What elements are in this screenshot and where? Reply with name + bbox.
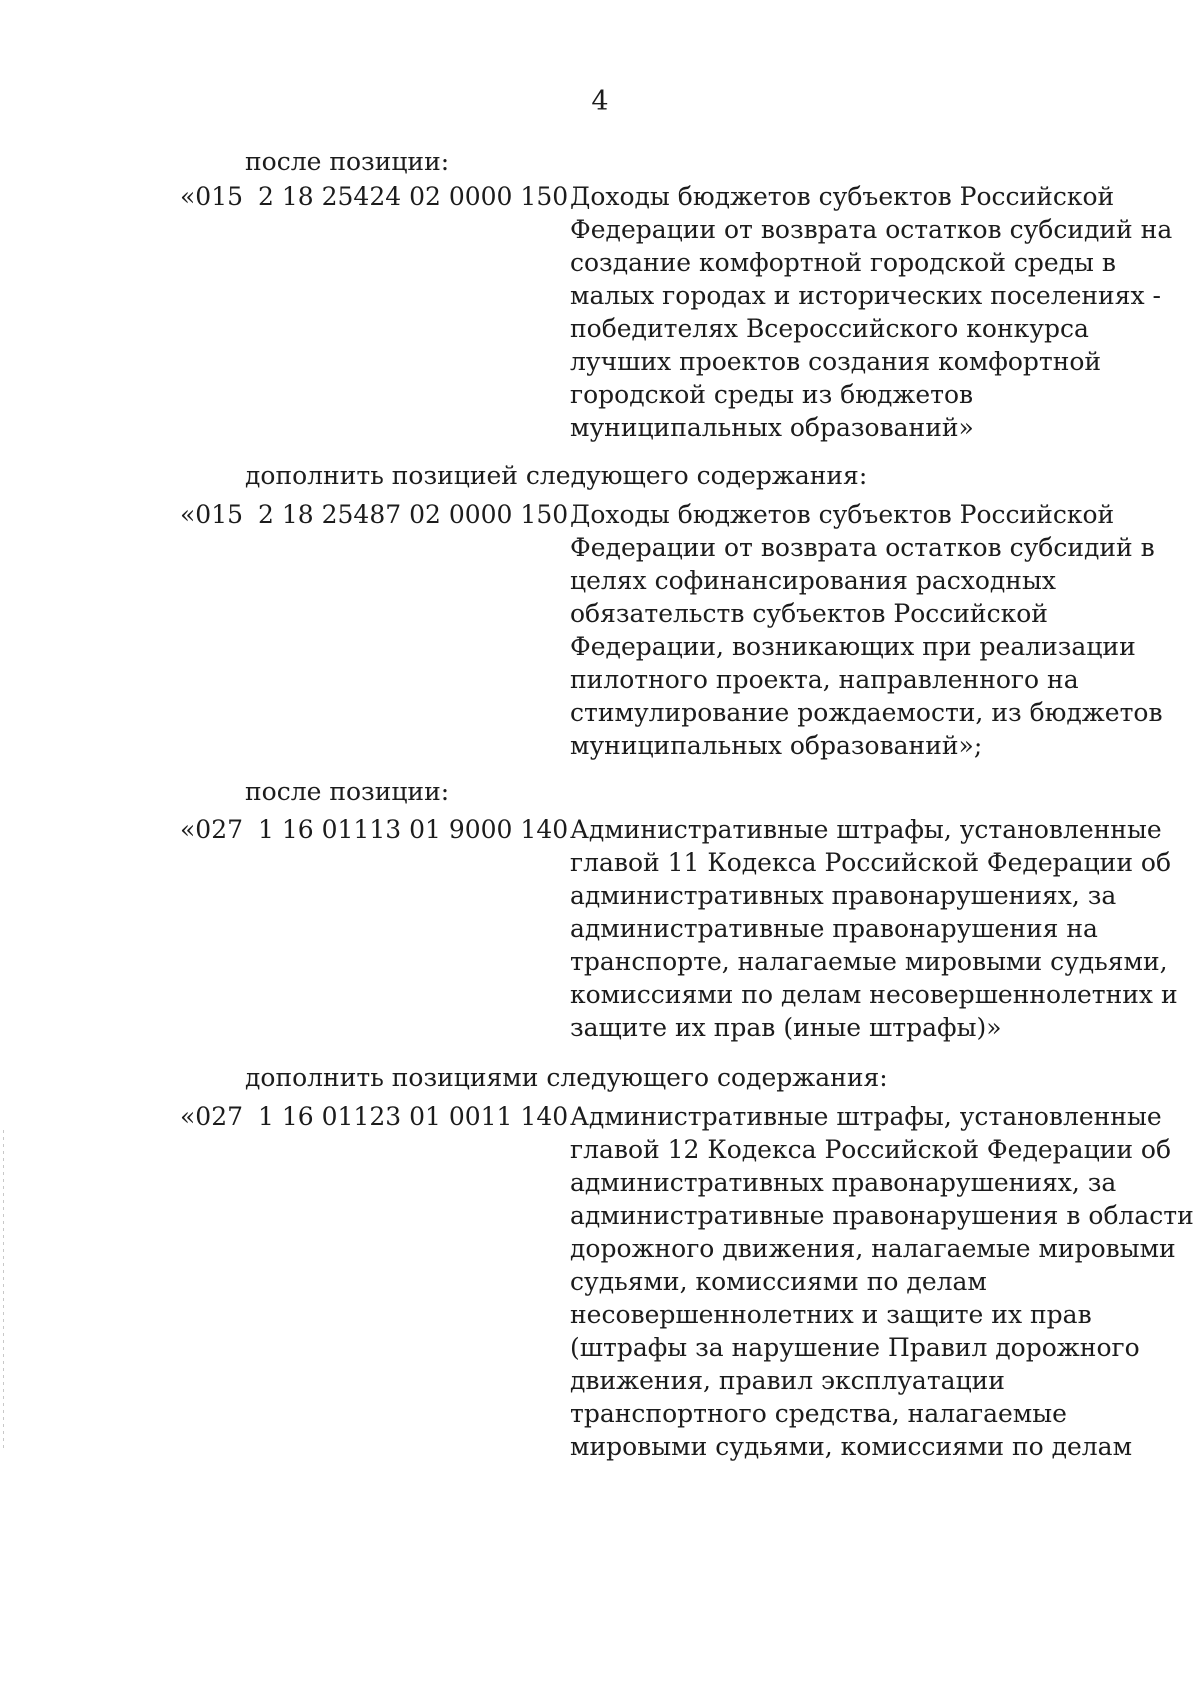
block-intro: дополнить позициями следующего содержания: — [245, 1063, 888, 1092]
page-number: 4 — [591, 86, 609, 117]
position-code — [180, 813, 568, 846]
description-line: муниципальных образований»; — [570, 731, 983, 760]
description-line: движения, правил эксплуатации — [570, 1366, 1005, 1395]
block-intro: после позиции: — [245, 147, 450, 176]
block-intro: дополнить позицией следующего содержания: — [245, 461, 868, 490]
position-description — [570, 180, 1173, 444]
position-description — [570, 1100, 1194, 1463]
description-line: дорожного движения, налагаемые мировыми — [570, 1234, 1176, 1263]
block-intro: после позиции: — [245, 777, 450, 806]
description-line: целях софинансирования расходных — [570, 566, 1056, 595]
position-code — [180, 1100, 568, 1133]
description-line: Федерации от возврата остатков субсидий на — [570, 215, 1173, 244]
description-line: административных правонарушениях, за — [570, 1168, 1117, 1197]
description-line: административные правонарушения в области — [570, 1201, 1194, 1230]
description-line: создание комфортной городской среды в — [570, 248, 1116, 277]
description-line: несовершеннолетних и защите их прав — [570, 1300, 1092, 1329]
description-line: Административные штрафы, установленные — [570, 815, 1162, 844]
administrator-code: «027 — [180, 815, 244, 844]
description-line: лучших проектов создания комфортной — [570, 347, 1102, 376]
revenue-classification-code: 1 16 01113 01 9000 140 — [258, 815, 569, 844]
revenue-classification-code: 1 16 01123 01 0011 140 — [258, 1102, 569, 1131]
description-line: защите их прав (иные штрафы)» — [570, 1013, 1002, 1042]
description-line: победителях Всероссийского конкурса — [570, 314, 1089, 343]
description-line: административных правонарушениях, за — [570, 881, 1117, 910]
description-line: малых городах и исторических поселениях - — [570, 281, 1161, 310]
position-code — [180, 180, 568, 213]
description-line: судьями, комиссиями по делам — [570, 1267, 987, 1296]
administrator-code: «015 — [180, 500, 244, 529]
description-line: Доходы бюджетов субъектов Российской — [570, 182, 1115, 211]
position-description — [570, 498, 1163, 762]
description-line: стимулирование рождаемости, из бюджетов — [570, 698, 1163, 727]
position-description — [570, 813, 1178, 1044]
description-line: комиссиями по делам несовершеннолетних и — [570, 980, 1178, 1009]
administrator-code: «015 — [180, 182, 244, 211]
description-line: мировыми судьями, комиссиями по делам — [570, 1432, 1133, 1461]
description-line: административные правонарушения на — [570, 914, 1098, 943]
description-line: транспортного средства, налагаемые — [570, 1399, 1067, 1428]
description-line: главой 12 Кодекса Российской Федерации об — [570, 1135, 1172, 1164]
description-line: пилотного проекта, направленного на — [570, 665, 1079, 694]
revenue-classification-code: 2 18 25424 02 0000 150 — [258, 182, 569, 211]
description-line: обязательств субъектов Российской — [570, 599, 1048, 628]
scan-margin-line — [3, 1130, 4, 1450]
description-line: Федерации от возврата остатков субсидий в — [570, 533, 1155, 562]
description-line: Доходы бюджетов субъектов Российской — [570, 500, 1115, 529]
administrator-code: «027 — [180, 1102, 244, 1131]
description-line: транспорте, налагаемые мировыми судьями, — [570, 947, 1168, 976]
description-line: муниципальных образований» — [570, 413, 974, 442]
position-code — [180, 498, 568, 531]
revenue-classification-code: 2 18 25487 02 0000 150 — [258, 500, 569, 529]
description-line: Административные штрафы, установленные — [570, 1102, 1162, 1131]
description-line: Федерации, возникающих при реализации — [570, 632, 1136, 661]
description-line: главой 11 Кодекса Российской Федерации об — [570, 848, 1172, 877]
description-line: городской среды из бюджетов — [570, 380, 974, 409]
description-line: (штрафы за нарушение Правил дорожного — [570, 1333, 1140, 1362]
